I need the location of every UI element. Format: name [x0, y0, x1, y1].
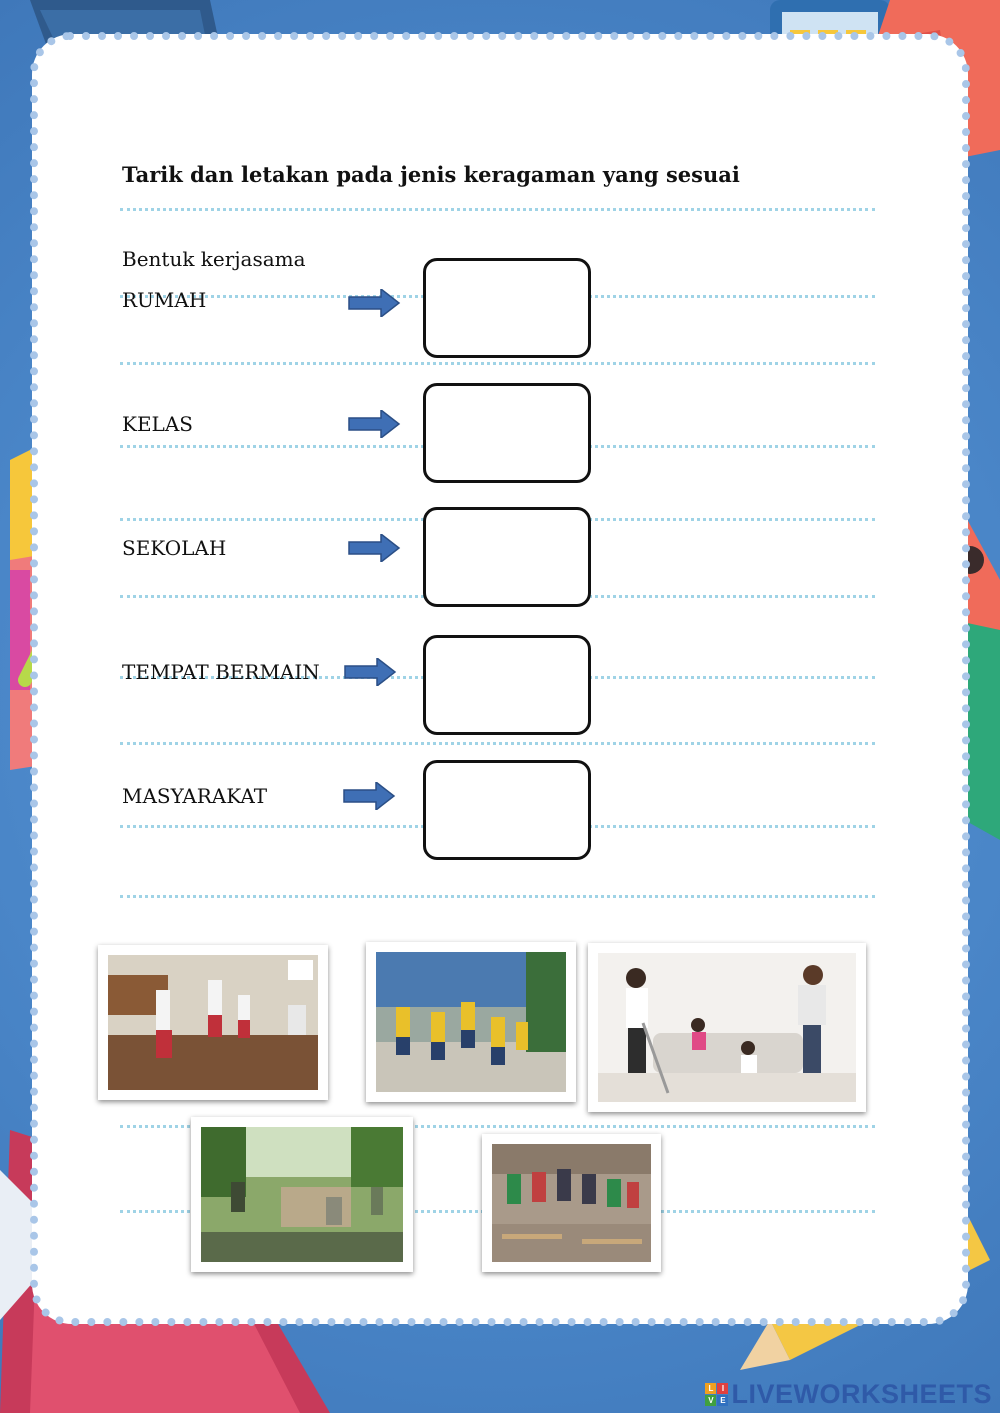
logo-letter: L	[705, 1383, 716, 1394]
row-label-rumah: RUMAH	[122, 288, 207, 312]
draggable-photo-school-yard[interactable]	[366, 942, 576, 1102]
school-yard-sweeping-photo-icon	[376, 952, 566, 1092]
draggable-photo-classroom[interactable]	[98, 945, 328, 1100]
draggable-photo-playground[interactable]	[482, 1134, 661, 1272]
logo-letter: I	[717, 1383, 728, 1394]
drop-zone-sekolah[interactable]	[423, 507, 591, 607]
ruled-line	[120, 742, 875, 745]
logo-letter: V	[705, 1395, 716, 1406]
subtitle-label: Bentuk kerjasama	[122, 247, 306, 271]
family-house-cleaning-photo-icon	[598, 953, 856, 1102]
right-arrow-icon	[347, 534, 401, 562]
instruction-title: Tarik dan letakan pada jenis keragaman yang sesuai	[122, 162, 740, 187]
drop-zone-masyarakat[interactable]	[423, 760, 591, 860]
brand-name: LIVEWORKSHEETS	[731, 1378, 992, 1409]
row-label-tempat-bermain: TEMPAT BERMAIN	[122, 660, 320, 684]
row-label-kelas: KELAS	[122, 412, 193, 436]
draggable-photo-community[interactable]	[191, 1117, 413, 1272]
classroom-cleaning-photo-icon	[108, 955, 318, 1090]
children-playing-game-photo-icon	[492, 1144, 651, 1262]
drop-zone-tempat-bermain[interactable]	[423, 635, 591, 735]
row-label-sekolah: SEKOLAH	[122, 536, 227, 560]
drop-zone-rumah[interactable]	[423, 258, 591, 358]
liveworksheets-brand	[705, 1379, 992, 1409]
community-cleanup-photo-icon	[201, 1127, 403, 1262]
drop-zone-kelas[interactable]	[423, 383, 591, 483]
liveworksheets-logo-icon	[705, 1383, 728, 1406]
ruled-line	[120, 208, 875, 211]
ruled-line	[120, 362, 875, 365]
right-arrow-icon	[342, 782, 396, 810]
logo-letter: E	[717, 1395, 728, 1406]
draggable-photo-family-home[interactable]	[588, 943, 866, 1112]
right-arrow-icon	[347, 410, 401, 438]
right-arrow-icon	[343, 658, 397, 686]
row-label-masyarakat: MASYARAKAT	[122, 784, 268, 808]
ruled-line	[120, 895, 875, 898]
right-arrow-icon	[347, 289, 401, 317]
